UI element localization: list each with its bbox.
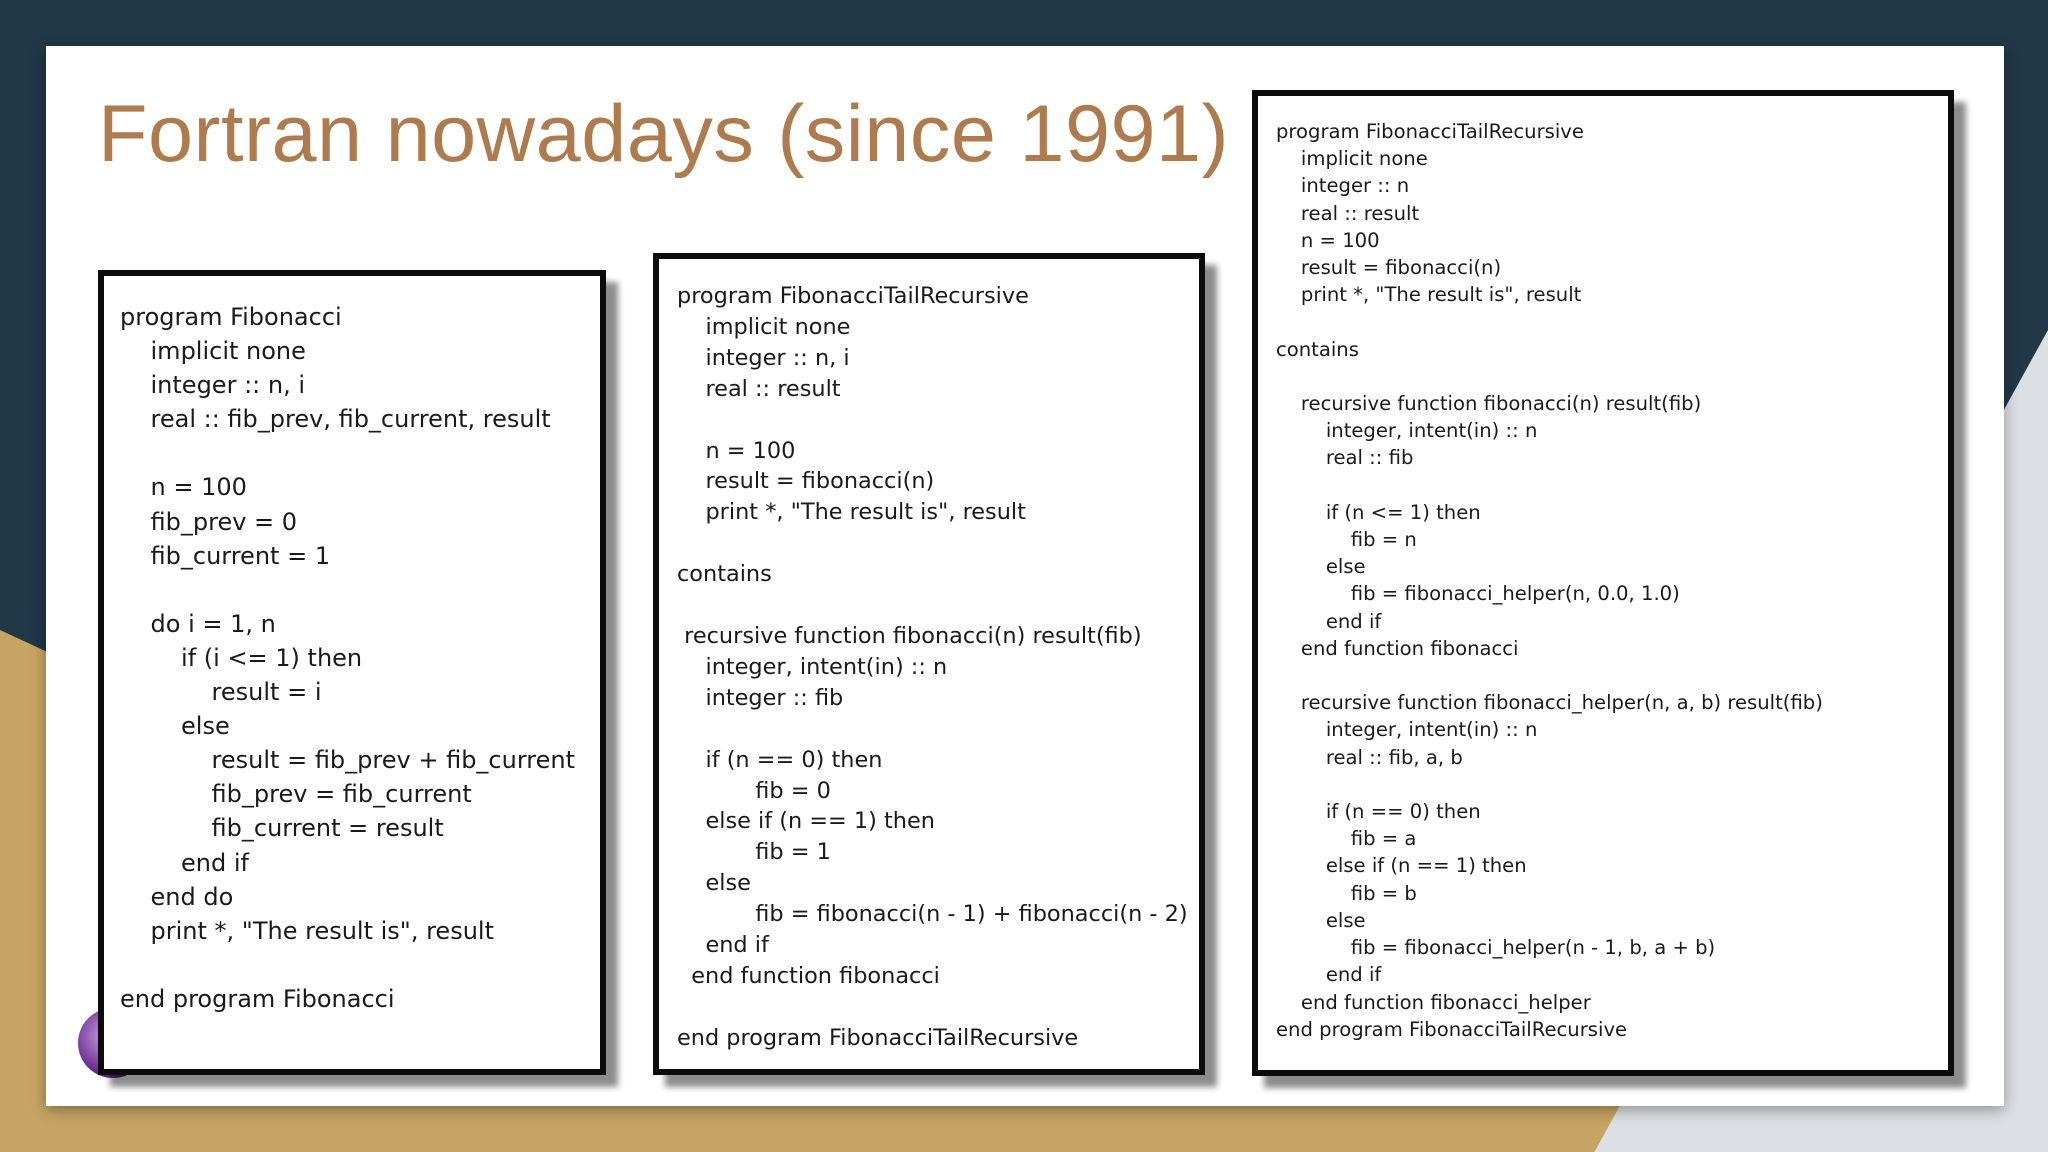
code-panel-recursive (653, 253, 1205, 1075)
code-text-tail-recursive: program FibonacciTailRecursive implicit none integer :: n real :: result n = 100 result = fibonacci(n) print *, "The result is", result contains recursive function fibonacci(n) result(fib) integer, intent(in) :: n real :: fib if (n <= 1) then fib = n else fib = fibonacci_helper(n, 0.0, 1.0) end if end function fibonacci recursive function fibonacci_helper(n, a, b) result(fib) integer, intent(in) :: n real :: fib, a, b if (n == 0) then fib = a else if (n == 1) then fib = b else fib = fibonacci_helper(n - 1, b, a + b) end if end function fibonacci_helper end program FibonacciTailRecursive (1276, 120, 1823, 1041)
code-panel-tail-recursive (1252, 90, 1954, 1076)
slide-title: Fortran nowadays (since 1991) (98, 89, 1230, 179)
code-text-recursive: program FibonacciTailRecursive implicit none integer :: n, i real :: result n = 100 result = fibonacci(n) print *, "The result is", result contains recursive function fibonacci(n) result(fib) integer, intent(in) :: n integer :: fib if (n == 0) then fib = 0 else if (n == 1) then fib = 1 else fib = fibonacci(n - 1) + fibonacci(n - 2) end if end function fibonacci end program FibonacciTailRecursive (677, 283, 1188, 1051)
code-panel-iterative (98, 270, 606, 1075)
code-text-iterative: program Fibonacci implicit none integer :: n, i real :: fib_prev, fib_current, result n = 100 fib_prev = 0 fib_current = 1 do i = 1, n if (i <= 1) then result = i else result = fib_prev + fib_current fib_prev = fib_current fib_current = result end if end do print *, "The result is", result end program Fibonacci (120, 303, 576, 1013)
